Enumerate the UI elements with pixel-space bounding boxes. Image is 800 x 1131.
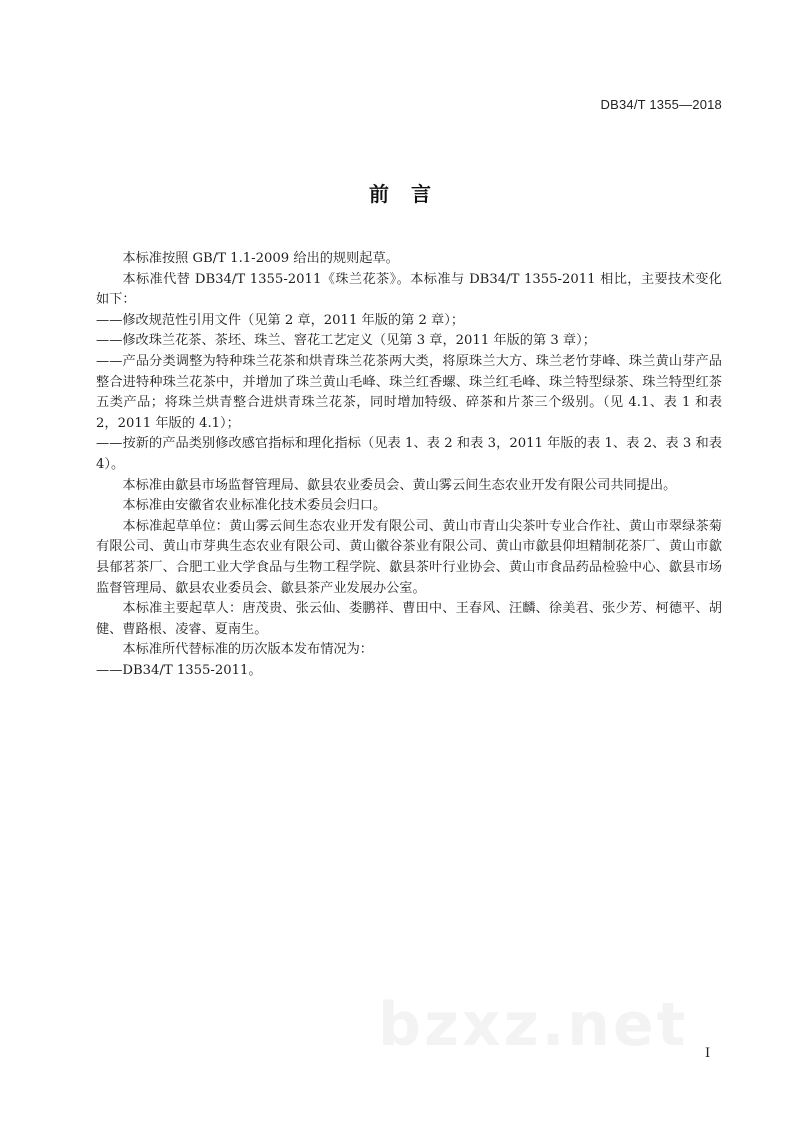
history-item-text: ——DB34/T 1355-2011。 [96, 662, 262, 678]
change-item-text: ——修改珠兰花茶、茶坯、珠兰、窨花工艺定义（见第 3 章，2011 年版的第 3 章）； [96, 333, 596, 349]
change-item [96, 311, 722, 332]
paragraph-replaces: 本标准代替 DB34/T 1355-2011《珠兰花茶》。本标准与 DB34/T 1355-2011 相比，主要技术变化如下： [96, 271, 722, 308]
document-body [96, 249, 722, 681]
page-number: I [705, 1046, 711, 1061]
watermark: bzxz.net [378, 990, 689, 1060]
paragraph-drafters: 本标准主要起草人：唐茂贵、张云仙、娄鹏祥、曹田中、王春风、汪麟、徐美君、张少芳、柯德平、胡健、曹路根、凌睿、夏南生。 [96, 601, 722, 637]
document-code: DB34/T 1355—2018 [600, 97, 722, 112]
change-item [96, 352, 722, 434]
paragraph-drafting-rules: 本标准按照 GB/T 1.1-2009 给出的规则起草。 [122, 251, 399, 266]
paragraph-history-intro: 本标准所代替标准的历次版本发布情况为： [122, 642, 373, 658]
history-item [96, 661, 722, 682]
change-item-text: ——修改规范性引用文件（见第 2 章，2011 年版的第 2 章）； [96, 312, 465, 328]
paragraph-centralized-by: 本标准由安徽省农业标准化技术委员会归口。 [122, 498, 387, 514]
change-item-text: ——产品分类调整为特种珠兰花茶和烘青珠兰花茶两大类，将原珠兰大方、珠兰老竹芽峰、珠兰黄山芽产品整合进特种珠兰花茶中，并增加了珠兰黄山毛峰、珠兰红香螺、珠兰红毛峰、珠兰特型绿茶、珠兰特型红茶五类产品；将珠兰烘青整合进烘青珠兰花茶，同时增加特级、碎茶和片茶三个级别。（见 4.1、表 1 和表 2，2011 年版的 4.1）； [96, 353, 722, 431]
change-item [96, 331, 722, 352]
change-item-text: ——按新的产品类别修改感官指标和理化指标（见表 1、表 2 和表 3，2011 年版的表 1、表 2、表 3 和表 4）。 [96, 436, 722, 472]
page-title: 前言 [369, 182, 453, 206]
change-item [96, 434, 722, 475]
paragraph-proposed-by: 本标准由歙县市场监督管理局、歙县农业委员会、黄山雾云间生态农业开发有限公司共同提出。 [122, 477, 677, 493]
paragraph-drafting-units: 本标准起草单位：黄山雾云间生态农业开发有限公司、黄山市青山尖茶叶专业合作社、黄山市翠绿茶菊有限公司、黄山市芽典生态农业有限公司、黄山徽谷茶业有限公司、黄山市歙县仰坦精制花茶厂、黄山市歙县郁茗茶厂、合肥工业大学食品与生物工程学院、歙县茶叶行业协会、黄山市食品药品检验中心、歙县市场监督管理局、歙县农业委员会、歙县茶产业发展办公室。 [96, 518, 722, 596]
